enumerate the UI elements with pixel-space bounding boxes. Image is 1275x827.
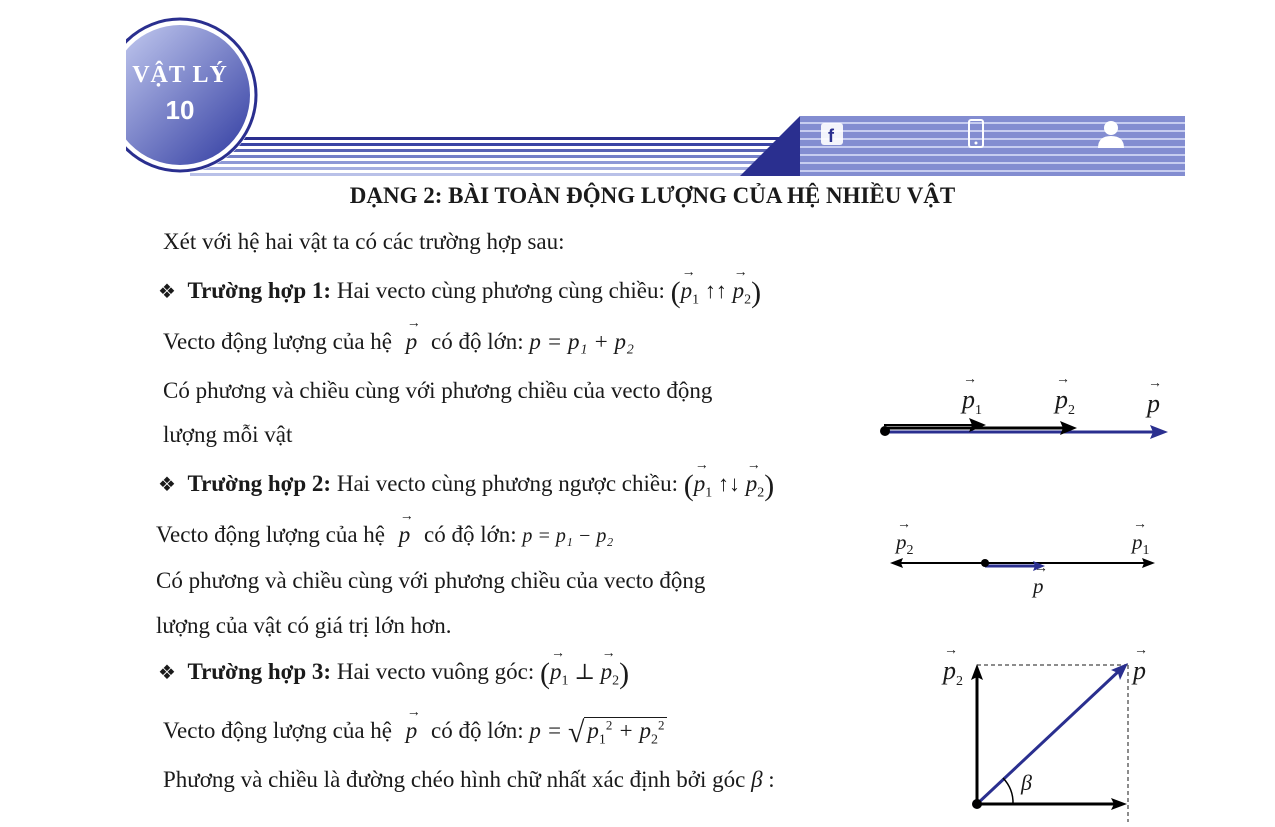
- case3-label-p2: → $p_2$: [943, 656, 963, 690]
- case3-desc-1: Phương và chiều là đường chéo hình chữ nhất xác định bởi góc β :: [163, 767, 775, 792]
- case1-desc-2: lượng mỗi vật: [163, 422, 293, 447]
- intro-text: Xét với hệ hai vật ta có các trường hợp sau:: [163, 229, 565, 254]
- case3-diagram: [935, 650, 1155, 822]
- case1-relation: (→ $p_1$ ↑↑ → $p_2$): [671, 278, 762, 303]
- facebook-icon[interactable]: [820, 122, 844, 146]
- case2-diagram: [880, 528, 1170, 598]
- case3-magnitude: Vecto động lượng của hệ → p có độ lớn: p = √ $p_1^2 + p_2^2$: [163, 716, 667, 750]
- phone-icon[interactable]: [966, 118, 986, 150]
- case2-line: [158, 469, 774, 503]
- case1-label-p: → p: [1147, 389, 1160, 419]
- case1-heading: Trường hợp 1:: [187, 278, 332, 303]
- diamond-bullet-icon: ❖: [158, 474, 176, 496]
- case2-label-p2: → $p_2$: [896, 530, 914, 559]
- case2-magnitude: Vecto động lượng của hệ → p có độ lớn: p = p₁ − p₂: [156, 522, 613, 548]
- case2-formula: p = p₁ − p₂: [522, 525, 614, 547]
- case3-relation: (→ $p_1$ ⊥ → $p_2$): [540, 659, 629, 684]
- case3-heading: Trường hợp 3:: [187, 659, 332, 684]
- case1-line: [158, 276, 761, 310]
- case2-label-p: → p: [1033, 574, 1044, 599]
- diamond-bullet-icon: ❖: [158, 281, 176, 303]
- case1-label-p1: → $p_1$: [962, 385, 982, 419]
- header-banner: [0, 0, 1275, 185]
- case1-diagram: [870, 385, 1180, 455]
- case1-label-p2: → $p_2$: [1055, 385, 1075, 419]
- case3-text: Hai vecto vuông góc:: [336, 659, 535, 684]
- case1-text: Hai vecto cùng phương cùng chiều:: [336, 278, 665, 303]
- diamond-bullet-icon: ❖: [158, 662, 176, 684]
- case2-text: Hai vecto cùng phương ngược chiều:: [336, 471, 678, 496]
- grade-number: 10: [165, 95, 195, 125]
- header-stripes: [190, 116, 1185, 176]
- case3-line: [158, 657, 629, 691]
- page-title: DẠNG 2: BÀI TOÀN ĐỘNG LƯỢNG CỦA HỆ NHIỀU VẬT: [349, 183, 956, 208]
- case2-desc-1: Có phương và chiều cùng với phương chiều của vecto động: [156, 568, 706, 593]
- user-icon[interactable]: [1096, 118, 1126, 150]
- case1-magnitude: Vecto động lượng của hệ → p có độ lớn: p = p₁ + p₂: [163, 329, 634, 355]
- svg-text:f: f: [828, 126, 834, 146]
- case1-desc-1: Có phương và chiều cùng với phương chiều của vecto động: [163, 378, 713, 403]
- subject-title: VẬT LÝ: [132, 62, 228, 88]
- case2-heading: Trường hợp 2:: [187, 471, 332, 496]
- case2-label-p1: → $p_1$: [1132, 530, 1150, 559]
- case3-formula: p = √ $p_1^2 + p_2^2$: [529, 718, 667, 743]
- case2-desc-2: lượng của vật có giá trị lớn hơn.: [156, 613, 452, 638]
- case3-label-beta: β: [1021, 770, 1032, 795]
- case3-label-p: → p: [1133, 656, 1146, 686]
- header-decoration: [0, 0, 1275, 185]
- case2-relation: (→ $p_1$ ↑↓ → $p_2$): [684, 471, 775, 496]
- case1-formula: p = p₁ + p₂: [529, 329, 634, 354]
